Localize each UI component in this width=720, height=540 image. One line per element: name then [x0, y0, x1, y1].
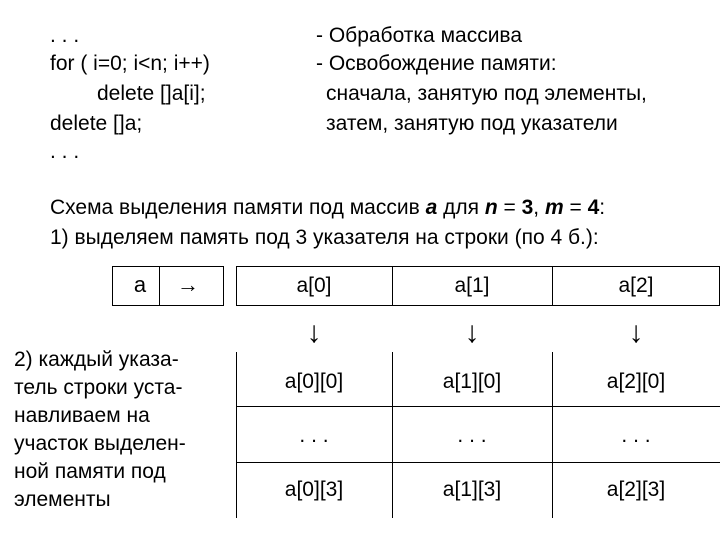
- element-dots-1: . . .: [457, 424, 487, 447]
- code-for-line: for ( i=0; i<n; i++): [50, 52, 210, 75]
- code-delete-ai: delete []a[i];: [97, 82, 206, 105]
- code-delete-a: delete []a;: [50, 112, 143, 135]
- code-dots-top: . . .: [50, 24, 80, 47]
- row-divider-2: [236, 462, 720, 463]
- element-dots-0: . . .: [299, 424, 329, 447]
- element-dots-2: . . .: [621, 424, 651, 447]
- note-free-memory: - Освобождение памяти:: [316, 52, 557, 75]
- down-arrow-icon: ↓: [464, 316, 480, 349]
- step2-line-0: 2) каждый указа-: [14, 348, 179, 371]
- element-a00: a[0][0]: [284, 370, 344, 393]
- note-first: сначала, занятую под элементы,: [326, 82, 647, 105]
- step2-line-4: ной памяти под: [14, 460, 166, 483]
- element-a03: a[0][3]: [284, 478, 344, 501]
- step2-line-3: участок выделен-: [14, 432, 186, 455]
- element-a10: a[1][0]: [442, 370, 502, 393]
- pointer-variable-divider: [159, 267, 160, 305]
- right-arrow-icon: →: [177, 272, 199, 297]
- code-dots-bottom: . . .: [50, 140, 80, 163]
- scheme-step1: 1) выделяем память под 3 указателя на строки (по 4 б.):: [50, 226, 599, 249]
- note-processing: - Обработка массива: [316, 24, 523, 47]
- pointer-cell-0: a[0]: [296, 274, 332, 297]
- step2-line-5: элементы: [14, 488, 111, 511]
- element-a20: a[2][0]: [606, 370, 666, 393]
- step2-line-2: навливаем на: [14, 404, 150, 427]
- element-a13: a[1][3]: [442, 478, 502, 501]
- note-then: затем, занятую под указатели: [326, 112, 618, 135]
- pointer-cell-1: a[1]: [454, 274, 490, 297]
- down-arrow-icon: ↓: [628, 316, 644, 349]
- row-divider-1: [236, 406, 720, 407]
- scheme-title: Схема выделения памяти под массив a для n = 3, m = 4:: [50, 196, 606, 219]
- step2-line-1: тель строки уста-: [14, 376, 183, 399]
- pointer-cell-2: a[2]: [618, 274, 654, 297]
- down-arrow-icon: ↓: [306, 316, 322, 349]
- pointer-variable-label: a: [133, 272, 147, 297]
- element-a23: a[2][3]: [606, 478, 666, 501]
